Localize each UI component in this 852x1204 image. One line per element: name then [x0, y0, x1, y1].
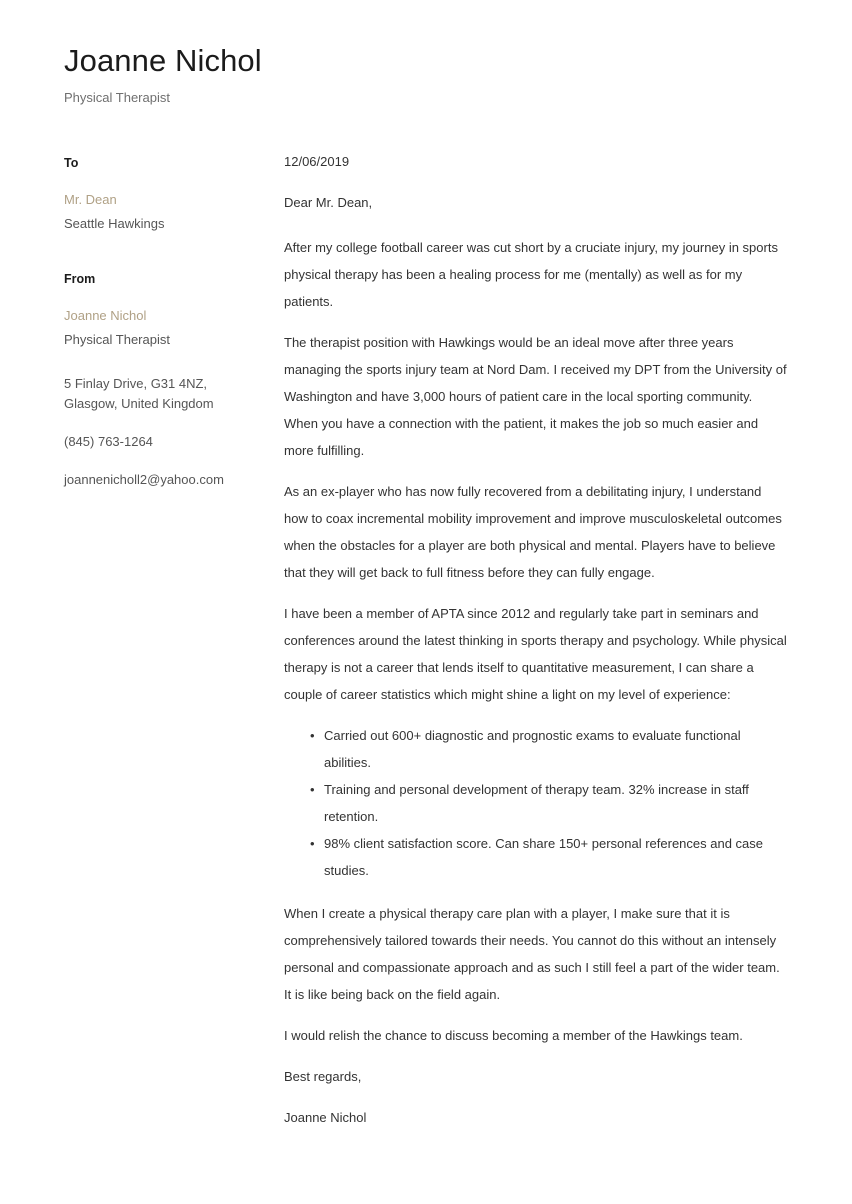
sender-address: [64, 374, 262, 414]
sender-job-title: Physical Therapist: [64, 332, 170, 347]
letter-signature: Joanne Nichol: [284, 1110, 367, 1125]
letter-header: [0, 0, 852, 108]
list-item: • Training and personal development of therapy team. 32% increase in staff retention.: [310, 776, 788, 830]
letter-paragraph: I would relish the chance to discuss becoming a member of the Hawkings team.: [284, 1028, 743, 1043]
recipient-block: [64, 154, 262, 234]
sidebar-spacer: [64, 414, 262, 432]
sender-name: Joanne Nichol: [64, 308, 147, 323]
from-heading: From: [64, 272, 96, 286]
sidebar-spacer: [64, 350, 262, 374]
sidebar-spacer: [64, 234, 262, 270]
sender-phone-block: [64, 432, 262, 452]
sender-phone[interactable]: (845) 763-1264: [64, 434, 153, 449]
achievements-list: [284, 722, 788, 884]
letter-paragraph: The therapist position with Hawkings would be an ideal move after three years managing the sports injury team at Nord Dam. I received my DPT from the University of Washington and have 3,000 hours of patient care in the local sporting community. When you have a connection with the patient, it makes the job so much easier and more fulfilling.: [284, 335, 787, 458]
sender-email-block: [64, 470, 262, 490]
page-title: Joanne Nichol: [64, 43, 262, 78]
list-item: • Carried out 600+ diagnostic and prognostic exams to evaluate functional abilities.: [310, 722, 788, 776]
to-heading: To: [64, 156, 79, 170]
sidebar-spacer: [64, 452, 262, 470]
letter-body: [262, 152, 788, 1131]
letter-paragraph: As an ex-player who has now fully recovered from a debilitating injury, I understand how to coax incremental mobility improvement and improve musculoskeletal outcomes when the obstacles for a player are both physical and mental. Players have to believe that they will get back to full fitness before they can fully engage.: [284, 484, 782, 580]
letter-paragraph: I have been a member of APTA since 2012 and regularly take part in seminars and conferences around the latest thinking in sports therapy and psychology. While physical therapy is not a career that lends itself to quantitative measurement, I can share a couple of career statistics which might shine a light on my level of experience:: [284, 606, 787, 702]
list-item: • 98% client satisfaction score. Can share 150+ personal references and case studies.: [310, 830, 788, 884]
contact-sidebar: [64, 152, 262, 490]
address-line-1: 5 Finlay Drive, G31 4NZ,: [64, 376, 208, 391]
sender-email[interactable]: joannenicholl2@yahoo.com: [64, 472, 224, 487]
recipient-company: Seattle Hawkings: [64, 216, 165, 231]
recipient-name: Mr. Dean: [64, 192, 117, 207]
letter-content: [0, 152, 852, 1131]
letter-paragraph: After my college football career was cut short by a cruciate injury, my journey in sports physical therapy has been a healing process for me (mentally) as well as for my patients.: [284, 240, 778, 309]
header-job-title: Physical Therapist: [64, 90, 170, 105]
letter-closing: Best regards,: [284, 1069, 362, 1084]
letter-salutation: Dear Mr. Dean,: [284, 195, 373, 210]
sender-block: [64, 270, 262, 350]
letter-paragraph: When I create a physical therapy care plan with a player, I make sure that it is comprehensively tailored towards their needs. You cannot do this without an intensely personal and compassionate approach and as such I still feel a part of the wider team. It is like being back on the field again.: [284, 906, 780, 1002]
letter-date: 12/06/2019: [284, 154, 350, 169]
address-line-2: Glasgow, United Kingdom: [64, 396, 214, 411]
